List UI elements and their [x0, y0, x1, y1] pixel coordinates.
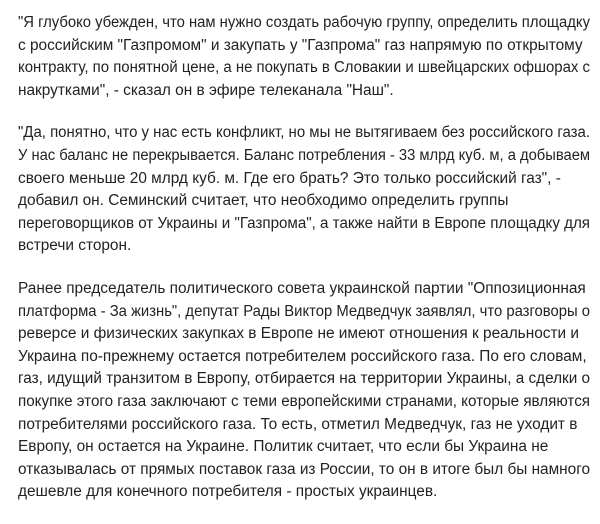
text-line: с российским "Газпромом" и закупать у "Газпрома" газ напрямую по открытому: [18, 36, 583, 54]
text-line: добавил он. Семинский считает, что необходимо определить группы: [18, 192, 509, 210]
text-line: газ, идущий транзитом в Европу, отбирается на территории Украины, а сделки о: [18, 370, 591, 388]
paragraph-quote-working-group: [18, 12, 590, 102]
text-line: дешевле для конечного потребителя - простых украинцев.: [18, 483, 438, 501]
paragraph-medvedchuk-statement: [18, 278, 590, 504]
text-line: Ранее председатель политического совета украинской партии "Оппозиционная: [18, 279, 586, 297]
text-line: реверсе и физических закупках в Европе не имеют отношения к реальности и: [18, 325, 579, 343]
text-line: платформа - За жизнь", депутат Рады Виктор Медведчук заявлял, что разговоры о: [18, 302, 591, 320]
text-line: переговорщиков от Украины и "Газпрома", а также найти в Европе площадку для: [18, 214, 591, 232]
text-line: потребителями российского газа. То есть, отметил Медведчук, газ не уходит в: [18, 415, 578, 433]
text-line: покупке этого газа заключают с теми европейскими странами, которые являются: [18, 392, 591, 410]
text-line: "Да, понятно, что у нас есть конфликт, но мы не вытягиваем без российского газа.: [18, 124, 590, 142]
text-line: "Я глубоко убежден, что нам нужно создать рабочую группу, определить площадку: [18, 14, 590, 31]
text-line: встречи сторон.: [18, 237, 132, 255]
article-body: [18, 12, 590, 524]
text-line: своего меньше 20 млрд куб. м. Где его брать? Это только российский газ", -: [18, 169, 561, 187]
text-line: У нас баланс не перекрывается. Баланс потребления - 33 млрд куб. м, а добываем: [18, 146, 591, 164]
text-line: отказывалась от прямых поставок газа из России, то он в итоге был бы намного: [18, 460, 591, 478]
text-line: Украина по-прежнему остается потребителем российского газа. По его словам,: [18, 347, 587, 365]
paragraph-quote-gas-balance: [18, 122, 590, 258]
text-line: Европу, он остается на Украине. Политик считает, что если бы Украина не: [18, 438, 549, 456]
text-line: контракту, по понятной цене, а не покупать в Словакии и швейцарских офшорах с: [18, 59, 590, 77]
text-line: накрутками", - сказал он в эфире телеканала "Наш".: [18, 81, 394, 99]
